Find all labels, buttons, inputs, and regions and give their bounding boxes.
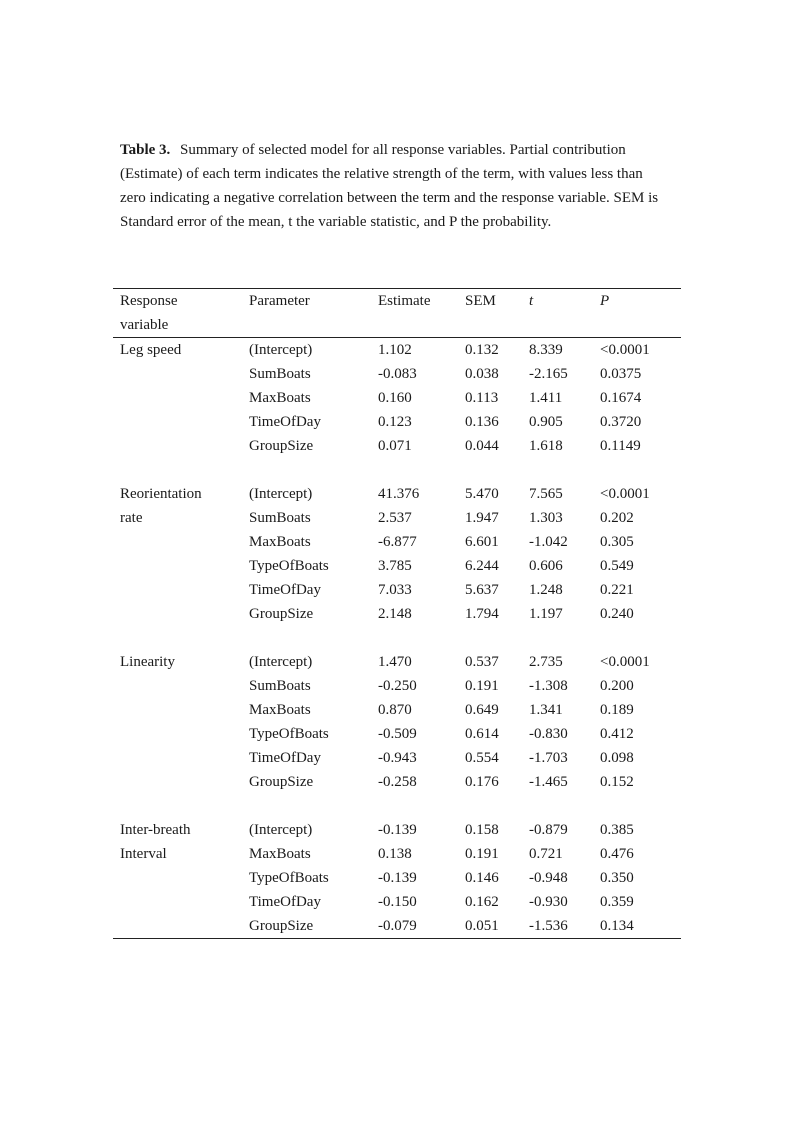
cell-p: <0.0001 [600, 654, 650, 670]
cell-parameter: TimeOfDay [249, 750, 321, 766]
table-row [113, 770, 681, 794]
cell-parameter: GroupSize [249, 606, 314, 622]
cell-parameter: SumBoats [249, 678, 311, 694]
cell-parameter: TimeOfDay [249, 582, 321, 598]
cell-estimate: 1.102 [378, 342, 412, 358]
cell-estimate: -0.139 [378, 870, 417, 886]
table-header [113, 289, 681, 338]
cell-t: -1.536 [529, 918, 568, 934]
cell-estimate: 0.071 [378, 438, 412, 454]
cell-t: 1.411 [529, 390, 563, 406]
table-caption [120, 138, 670, 234]
cell-estimate: -0.250 [378, 678, 417, 694]
table-row [113, 338, 681, 362]
cell-p: 0.412 [600, 726, 634, 742]
group-spacer [113, 794, 681, 818]
cell-sem: 0.191 [465, 846, 499, 862]
cell-p: 0.549 [600, 558, 634, 574]
cell-sem: 6.244 [465, 558, 499, 574]
cell-estimate: 0.138 [378, 846, 412, 862]
cell-t: -1.308 [529, 678, 568, 694]
table-row [113, 890, 681, 914]
cell-t: 7.565 [529, 486, 563, 502]
cell-estimate: 2.148 [378, 606, 412, 622]
group-spacer [113, 626, 681, 650]
cell-sem: 0.649 [465, 702, 499, 718]
cell-p: 0.385 [600, 822, 634, 838]
cell-estimate: -0.083 [378, 366, 417, 382]
cell-t: 1.618 [529, 438, 563, 454]
cell-p: 0.134 [600, 918, 634, 934]
cell-parameter: GroupSize [249, 918, 314, 934]
cell-estimate: 2.537 [378, 510, 412, 526]
table-row [113, 698, 681, 722]
cell-sem: 0.038 [465, 366, 499, 382]
cell-estimate: -0.139 [378, 822, 417, 838]
header-response: Response [120, 293, 178, 309]
table-caption-text: Summary of selected model for all response variables. Partial contribution (Estimate) of each term indicates the relative strength of the term, with values less than zero indicating a negative correlation between the term and the response variable. SEM is Standard error of the mean, t the variable statistic, and P the probability. [120, 142, 659, 230]
table-row [113, 506, 681, 530]
table-row [113, 866, 681, 890]
cell-sem: 0.136 [465, 414, 499, 430]
table-row [113, 362, 681, 386]
table-row [113, 842, 681, 866]
cell-estimate: -0.079 [378, 918, 417, 934]
cell-sem: 5.637 [465, 582, 499, 598]
results-table [113, 288, 681, 939]
group-spacer [113, 458, 681, 482]
cell-t: -0.830 [529, 726, 568, 742]
table-row [113, 914, 681, 938]
cell-sem: 0.158 [465, 822, 499, 838]
header-t: t [529, 293, 534, 309]
table-row [113, 554, 681, 578]
cell-p: 0.1674 [600, 390, 642, 406]
cell-parameter: (Intercept) [249, 654, 313, 670]
cell-parameter: SumBoats [249, 366, 311, 382]
cell-estimate: 3.785 [378, 558, 412, 574]
cell-p: 0.359 [600, 894, 634, 910]
cell-t: 0.606 [529, 558, 563, 574]
cell-sem: 0.044 [465, 438, 499, 454]
cell-parameter: MaxBoats [249, 390, 311, 406]
cell-sem: 0.614 [465, 726, 499, 742]
cell-t: -2.165 [529, 366, 568, 382]
response-variable-label: Leg speed [120, 342, 182, 358]
table-row [113, 674, 681, 698]
table-row [113, 434, 681, 458]
cell-sem: 1.794 [465, 606, 499, 622]
table-row [113, 602, 681, 626]
response-variable-label: Linearity [120, 654, 175, 670]
header-sem: SEM [465, 293, 496, 309]
table-row [113, 578, 681, 602]
cell-t: -0.879 [529, 822, 568, 838]
cell-parameter: GroupSize [249, 774, 314, 790]
cell-parameter: TypeOfBoats [249, 558, 329, 574]
cell-t: 1.303 [529, 510, 563, 526]
cell-estimate: 1.470 [378, 654, 412, 670]
table-caption-lead: Table 3. [120, 142, 171, 158]
cell-estimate: 0.123 [378, 414, 412, 430]
cell-t: 1.341 [529, 702, 563, 718]
cell-p: 0.3720 [600, 414, 642, 430]
cell-t: -0.930 [529, 894, 568, 910]
cell-p: 0.240 [600, 606, 634, 622]
cell-parameter: (Intercept) [249, 342, 313, 358]
table-body [113, 338, 681, 938]
cell-estimate: -6.877 [378, 534, 417, 550]
response-variable-label: Reorientation [120, 486, 202, 502]
cell-sem: 1.947 [465, 510, 499, 526]
cell-estimate: 7.033 [378, 582, 412, 598]
cell-estimate: 0.870 [378, 702, 412, 718]
table-row [113, 410, 681, 434]
cell-parameter: TimeOfDay [249, 894, 321, 910]
cell-p: 0.1149 [600, 438, 641, 454]
cell-p: 0.350 [600, 870, 634, 886]
cell-parameter: (Intercept) [249, 822, 313, 838]
response-variable-label: Inter-breath [120, 822, 191, 838]
header-parameter: Parameter [249, 293, 310, 309]
cell-t: 2.735 [529, 654, 563, 670]
cell-p: 0.0375 [600, 366, 642, 382]
cell-sem: 0.146 [465, 870, 499, 886]
response-variable-label-cont: Interval [120, 846, 167, 862]
header-p: P [600, 293, 610, 309]
cell-p: 0.152 [600, 774, 634, 790]
cell-parameter: (Intercept) [249, 486, 313, 502]
cell-t: 0.721 [529, 846, 563, 862]
cell-sem: 0.132 [465, 342, 499, 358]
table-row [113, 746, 681, 770]
cell-estimate: -0.509 [378, 726, 417, 742]
cell-p: 0.476 [600, 846, 634, 862]
cell-sem: 0.554 [465, 750, 499, 766]
cell-estimate: -0.258 [378, 774, 417, 790]
cell-sem: 0.537 [465, 654, 499, 670]
cell-estimate: -0.150 [378, 894, 417, 910]
cell-parameter: MaxBoats [249, 702, 311, 718]
cell-sem: 0.051 [465, 918, 499, 934]
cell-sem: 0.113 [465, 390, 499, 406]
cell-t: -1.042 [529, 534, 568, 550]
cell-p: 0.189 [600, 702, 634, 718]
cell-p: <0.0001 [600, 486, 650, 502]
header-response-line2: variable [120, 317, 169, 333]
response-variable-label-cont: rate [120, 510, 143, 526]
cell-sem: 0.191 [465, 678, 499, 694]
cell-t: -1.703 [529, 750, 568, 766]
cell-parameter: GroupSize [249, 438, 314, 454]
cell-parameter: MaxBoats [249, 846, 311, 862]
table-row [113, 482, 681, 506]
cell-sem: 6.601 [465, 534, 499, 550]
cell-estimate: -0.943 [378, 750, 417, 766]
cell-sem: 5.470 [465, 486, 499, 502]
cell-t: -1.465 [529, 774, 568, 790]
cell-t: 1.197 [529, 606, 563, 622]
cell-sem: 0.176 [465, 774, 499, 790]
cell-p: 0.305 [600, 534, 634, 550]
table-row [113, 530, 681, 554]
cell-p: 0.202 [600, 510, 634, 526]
cell-t: 8.339 [529, 342, 563, 358]
cell-parameter: MaxBoats [249, 534, 311, 550]
table-row [113, 386, 681, 410]
cell-p: 0.200 [600, 678, 634, 694]
cell-estimate: 41.376 [378, 486, 420, 502]
cell-p: 0.221 [600, 582, 634, 598]
cell-sem: 0.162 [465, 894, 499, 910]
cell-parameter: TimeOfDay [249, 414, 321, 430]
cell-t: 0.905 [529, 414, 563, 430]
table-row [113, 722, 681, 746]
cell-parameter: TypeOfBoats [249, 870, 329, 886]
header-estimate: Estimate [378, 293, 431, 309]
cell-p: 0.098 [600, 750, 634, 766]
cell-p: <0.0001 [600, 342, 650, 358]
table-row [113, 818, 681, 842]
table-row [113, 650, 681, 674]
cell-estimate: 0.160 [378, 390, 412, 406]
cell-t: 1.248 [529, 582, 563, 598]
cell-parameter: SumBoats [249, 510, 311, 526]
cell-t: -0.948 [529, 870, 568, 886]
cell-parameter: TypeOfBoats [249, 726, 329, 742]
